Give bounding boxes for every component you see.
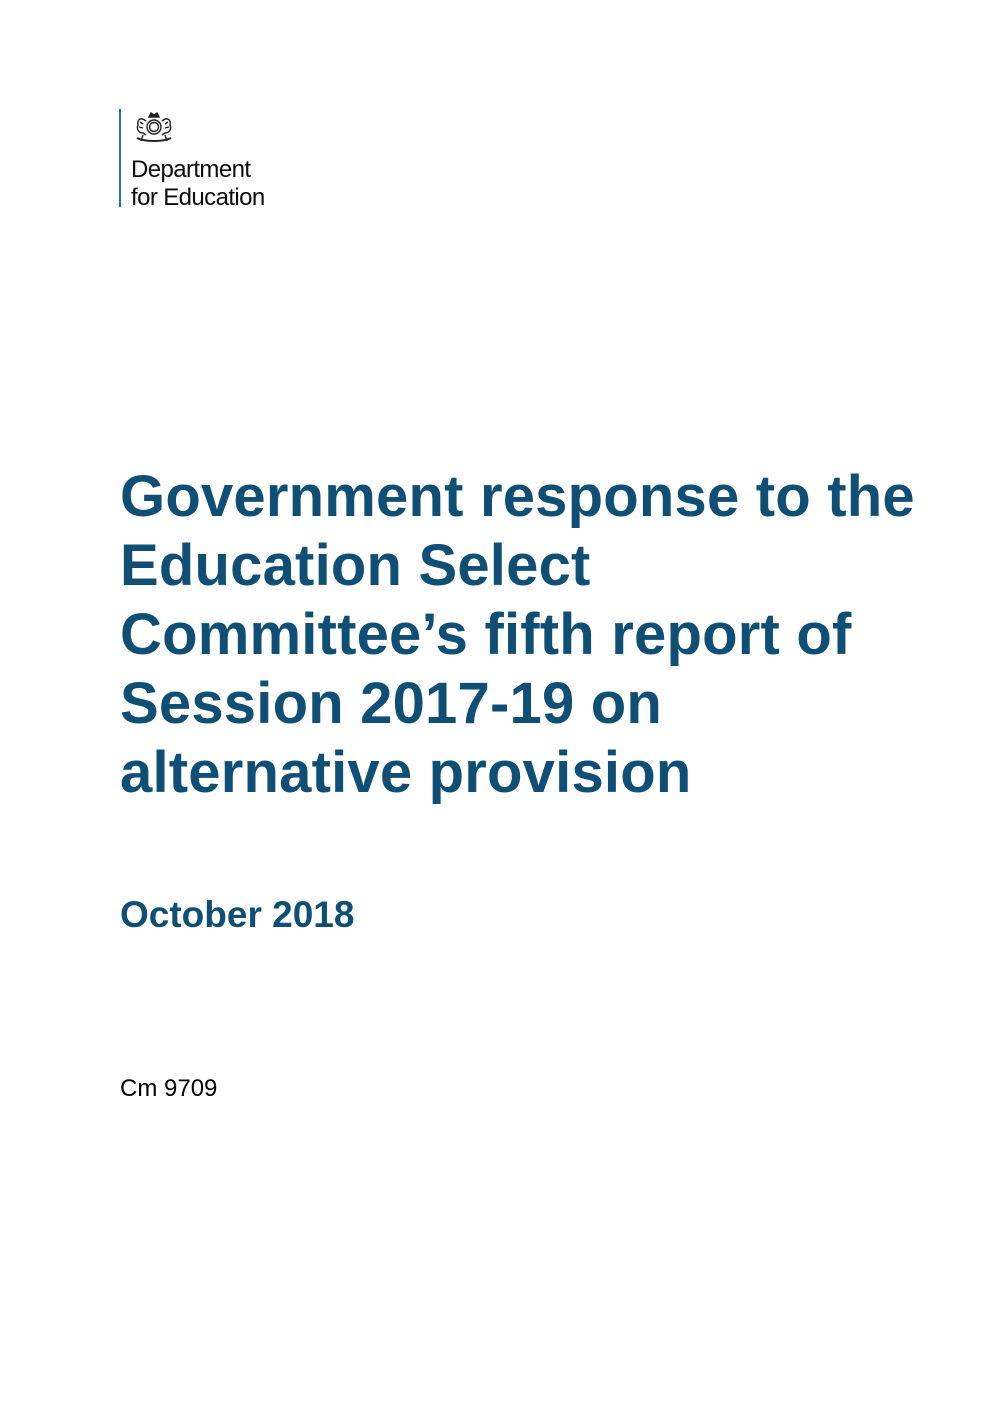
publication-date: October 2018: [120, 894, 355, 935]
royal-coat-of-arms-icon: [131, 109, 177, 147]
logo-line-1: Department: [131, 156, 251, 183]
command-paper-number: Cm 9709: [120, 1075, 218, 1102]
logo-line-2: for Education: [131, 184, 265, 211]
document-title: Government response to the Education Select Committee’s fifth report of Session 2017-19 on alternative provision: [120, 464, 915, 805]
logo-wordmark: [131, 156, 265, 212]
department-logo: [119, 109, 265, 211]
